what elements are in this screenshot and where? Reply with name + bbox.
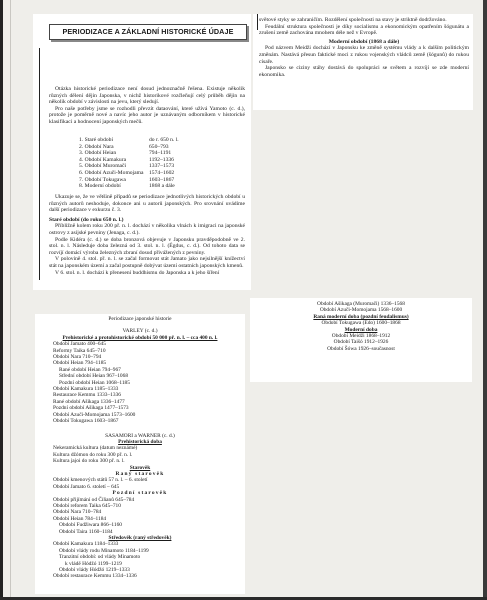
list-item: Období Heian 784–1184: [53, 515, 107, 522]
list-item: Rané období Ašikaga 1336–1477: [53, 398, 125, 405]
list-item: Reformy Taika 645–710: [53, 347, 106, 354]
page-title: PERIODIZACE A ZÁKLADNÍ HISTORICKÉ ÚDAJE: [49, 24, 247, 40]
period-name: 2. Období Nara: [79, 143, 114, 150]
period-name: 8. Moderní období: [79, 183, 121, 190]
list-item: Kultura jajoi do roku 300 př. n. l.: [53, 458, 125, 465]
period-date: 1337–1573: [149, 163, 175, 170]
sheet-periodization-continued: [250, 298, 472, 382]
list-item: Období Nara 710–794: [53, 354, 102, 361]
period-row: [79, 163, 219, 170]
list-item: Období Šówa 1926–současnost: [327, 345, 395, 352]
subsection-heading: Raný starověk: [115, 470, 165, 477]
list-item: Období Kamakura 1185–1333: [53, 386, 119, 393]
list-item: Kultura džómon do roku 300 př. n. l.: [53, 451, 133, 458]
period-name: 4. Období Kamakura: [79, 156, 127, 163]
sheet2-text: [259, 17, 469, 78]
list-item: Období Taišó 1912–1926: [333, 339, 389, 346]
list-item: Nekeramická kultura (datum neznámé): [53, 445, 138, 452]
period-name: 5. Období Muromači: [79, 163, 127, 170]
list-item: Období Jamato 6. století – 645: [53, 483, 120, 490]
body-text: [49, 194, 245, 276]
list-item: Tranzitní období: od vlády Minamoto: [59, 554, 141, 561]
section-heading: Starověk: [129, 464, 151, 471]
period-row: [79, 170, 219, 177]
body-paragraph: V 6. stol. n. l. dochází k přenesení buddhismu do Japonska a k jeho šíření: [55, 269, 220, 276]
period-row: [79, 157, 219, 164]
period-row: [79, 183, 219, 190]
period-date: do r. 650 n. l.: [149, 137, 179, 143]
period-row: [79, 137, 219, 144]
list-item: Období Jamato 400–645: [53, 341, 107, 348]
board-edge-right: [483, 0, 487, 600]
pin-mark: [257, 14, 258, 30]
author-name: SASAMORI a WARNER (c. d.): [105, 432, 175, 439]
period-row: [79, 177, 219, 184]
period-row: [79, 144, 219, 151]
period-date: 1574–1602: [149, 169, 175, 176]
periodization-list: [39, 316, 241, 580]
subsection-heading: Pozdní starověk: [112, 490, 168, 497]
list-item: Období restaurace Kemmu 1334–1336: [53, 573, 137, 580]
list-item: Období Meidži 1868–1912: [331, 333, 391, 340]
pin-mark: [39, 48, 40, 280]
list-item: Období Fudžiwara 866–1160: [59, 522, 122, 529]
intro-paragraph: Otázka historické periodizace není dosud jednoznačně řešena. Existuje několik různých dělení dějin Japonska, v nichž historikové rozčleňují celý průběh dějin na několik období v závislosti na jevu, který sledují.: [49, 86, 245, 106]
intro-text: [49, 86, 245, 126]
list-item: Pozdní období Ašikaga 1477–1573: [53, 405, 129, 412]
list-item: k vládě Hódžó 1199–1219: [65, 560, 122, 567]
board-edge-left: [0, 0, 3, 600]
list-item: Období Tokugawa 1603–1867: [53, 418, 119, 425]
sheet-header: Periodizace japonské historie: [108, 316, 172, 322]
binder-line: [10, 0, 11, 600]
body-paragraph: Pod názvem Meidži dochází v Japonsku ke změně systému vlády a k dalším politickým změnám. Nastává přesun faktické moci z rukou vojenských vládců země (šógunů) do rukou císaře.: [259, 45, 469, 65]
author-name: VARLEY (c. d.): [122, 328, 158, 335]
period-row: [79, 150, 219, 157]
period-date: 650–793: [149, 143, 169, 150]
list-item: Rané období Heian 794–967: [59, 366, 121, 373]
period-date: 1603–1867: [149, 176, 175, 183]
section-heading: Prehistorické a protohistorické období 50 000 př. n. l. – cca 400 n. l.: [62, 334, 218, 341]
list-item: Období přijímání od Číňanů 645–784: [53, 496, 135, 503]
list-item: Období Tokugawa (Edo) 1600–1868: [321, 320, 401, 327]
section-heading: Středověk (raný středověk): [108, 535, 172, 541]
section-heading: Staré období (do roku 650 n. l.): [49, 216, 124, 223]
period-date: 794–1191: [149, 150, 172, 157]
list-item: Období Azuči-Momojama 1573–1600: [53, 411, 136, 418]
section-heading: Raná moderní doba (pozdní feudalismus): [313, 313, 409, 320]
body-paragraph: V polovině 4. stol. př. n. l. se začal formovat stát Jamato jako nejsilnější knížectví stát na japonském území a začal postupně dobývat území ostatních japonských kmenů.: [49, 256, 245, 269]
lead-paragraph: světové styky se zahraničím. Rozdělení společnosti na stavy je striktně dodržováno.: [259, 17, 447, 23]
list-item: Střední období Heian 967–1068: [59, 373, 129, 380]
section-heading: Moderní období (1868 a dále): [328, 38, 400, 45]
list-item: Období vlády rodu Minamoto 1184–1199: [59, 547, 149, 554]
body-paragraph: Podle Kidéra (c. d.) se doba bronzová objevuje v Japonsku pravděpodobně ve 2. stol. n. l. Následuje doba železná od 3. stol. n. l. (Égdus, c. d.). Od tohoto data se rozvíjí domácí výroba železných zbraní dosud přivážených z pevniny.: [49, 236, 245, 256]
period-date: 1192–1336: [149, 156, 174, 163]
list-item: Pozdní období Heian 1068–1185: [59, 379, 130, 386]
periodization-list-continued: [250, 301, 472, 352]
sheet-periodization-lists: [35, 314, 245, 594]
list-item: Období reforem Taika 645–710: [53, 502, 121, 509]
body-paragraph: Feudální struktura společnosti je díky socialismu a ekonomickým opatřením šógunátu a zrušení země zachována mnohem déle než v Evropě.: [259, 23, 469, 37]
list-item: Období Kamakura 1184–1333: [53, 541, 119, 548]
intro-paragraph: Pro naše potřeby jsme se rozhodli převzít dataování, které užívá Yamoto (c. d.), protože je poměrně nové a navíc jeho autor je uznávaným odborníkem v historické klasifikaci a hodnocení japonských mečů.: [49, 105, 245, 125]
list-item: Restaurace Kemmu 1333–1336: [53, 392, 121, 399]
list-item: Období Taira 1160–1184: [59, 528, 113, 535]
sheet-modern-era-text: [253, 14, 473, 110]
list-item: Období Ašikaga (Muromači) 1336–1568: [317, 301, 405, 307]
section-heading: Moderní doba: [344, 326, 378, 333]
list-item: Období Nara 710–784: [53, 509, 102, 516]
section-heading: Prehistorická doba: [118, 438, 162, 445]
body-paragraph: Japonsko se ciziny stáhy dostává do spolupráci se světem a rozvíjí se zde moderní ekonomika.: [259, 65, 469, 78]
after-paragraph: Ukazuje se, že ve většině případů se periodizace jednotlivých historických období u různých autorů neshoduje, dokonce ani u autorů japonských. Pro srovnání uvádíme další periodizace v exkurzu č. 3.: [49, 194, 245, 214]
body-paragraph: Příbližně kolem roku 200 př. n. l. dochází v několika vlnách k imigraci na japonské ostrovy z asijské pevniny (Jenaga, c. d.).: [49, 223, 245, 236]
list-item: Období Heian 794–1185: [53, 360, 107, 367]
period-name: 3. Období Heian: [79, 150, 117, 157]
sheet-periodization-intro: [33, 14, 251, 290]
list-item: Období kmenových států 57 n. l. – 6. století: [53, 477, 148, 484]
period-date: 1868 a dále: [149, 183, 175, 190]
period-list: [79, 137, 219, 190]
list-item: Období Azuči-Momojama 1568–1600: [319, 307, 403, 314]
list-item: Období vlády Hódžó 1219–1333: [59, 567, 130, 574]
period-name: 7. Období Tokugawa: [79, 176, 126, 183]
period-name: 6. Období Azuči-Momojama: [79, 169, 144, 176]
period-name: 1. Staré období: [79, 137, 114, 143]
